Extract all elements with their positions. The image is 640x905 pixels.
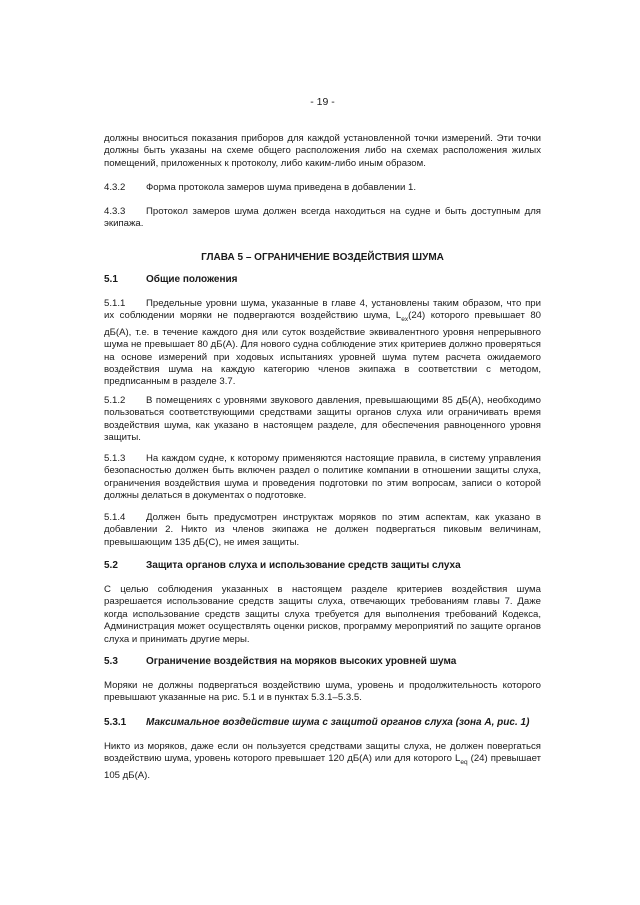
section-number: 5.3.1 (104, 717, 127, 728)
paragraph-text: Протокол замеров шума должен всегда находиться на судне и быть доступным для экипажа. (104, 206, 541, 230)
paragraph-5-1-4 (104, 512, 541, 549)
paragraph-text: В помещениях с уровнями звукового давления, превышающими 85 дБ(A), необходимо пользоваться соответствующими средствами защиты органов слуха или ограничивать время воздействия шума, как указано в настоящем разделе, для обеспечения равноценного уровня защиты. (104, 395, 541, 444)
section-title: Общие положения (146, 274, 238, 285)
paragraph-text-part-a: Предельные уровни шума, указанные в главе 4, установлены таким образом, что при их соблюдении моряки не подвергаются воздействию шума, L (104, 298, 541, 322)
paragraph-text: Форма протокола замеров шума приведена в добавлении 1. (146, 182, 416, 193)
paragraph-4-3-3 (104, 206, 541, 231)
page-number: - 19 - (310, 96, 335, 108)
section-title: Ограничение воздействия на моряков высоких уровней шума (146, 656, 457, 667)
paragraph-number: 4.3.2 (104, 182, 126, 193)
paragraph-intro: должны вноситься показания приборов для каждой установленной точки измерений. Эти точки должны быть указаны на схеме общего расположения либо на схемах расположения жилых помещений, приложенных к протоколу, либо каким-либо иным образом. (104, 133, 541, 169)
paragraph-5-3: Моряки не должны подвергаться воздействию шума, уровень и продолжительность которого превышают указанные на рис. 5.1 и в пунктах 5.3.1–5.3.5. (104, 680, 541, 704)
section-title: Защита органов слуха и использование средств защиты слуха (146, 560, 461, 571)
paragraph-number: 5.1.4 (104, 512, 126, 523)
section-number: 5.1 (104, 274, 118, 285)
paragraph-5-1-2 (104, 395, 541, 445)
section-heading-5-3 (104, 656, 541, 667)
section-number: 5.2 (104, 560, 118, 571)
paragraph-text-part-a: Никто из моряков, даже если он пользуется средствами защиты слуха, не должен повергаться воздействию шума, уровень которого превышает 120 дБ(A) или для которого L (104, 741, 541, 765)
section-heading-5-3-1 (104, 717, 541, 728)
subscript: ex (401, 316, 409, 324)
paragraph-number: 5.1.2 (104, 395, 126, 406)
section-heading-5-2 (104, 560, 541, 571)
paragraph-number: 4.3.3 (104, 206, 126, 217)
paragraph-5-1-1 (104, 298, 541, 389)
section-title: Максимальное воздействие шума с защитой органов слуха (зона A, рис. 1) (146, 717, 530, 728)
paragraph-5-1-3 (104, 453, 541, 503)
section-number: 5.3 (104, 656, 118, 667)
paragraph-text: На каждом судне, к которому применяются настоящие правила, в систему управления безопасностью должен быть включен раздел о политике компании в отношении защиты слуха, ограничения воздействия шума и проведения подготовки по этим вопросам, записи о которой должны делаться в документах о подготовке. (104, 453, 541, 502)
chapter-title: ГЛАВА 5 – ОГРАНИЧЕНИЕ ВОЗДЕЙСТВИЯ ШУМА (201, 252, 444, 263)
paragraph-text-part-b: (24) которого превышает 80 дБ(A), т.е. в течение каждого дня или суток воздействие эквивалентного уровня непрерывного шума не превышает 80 дБ(A). Для нового судна соблюдение этих критериев должно проверяться на основе измерений при ходовых испытаниях уровней шума путем расчета ожидаемого воздействия шума на каждую категорию членов экипажа в соответствии с методом, предписанным в разделе 3.7. (104, 310, 541, 388)
section-heading-5-1 (104, 274, 541, 285)
paragraph-text-part-b: (24) превышает 105 дБ(A). (104, 753, 541, 781)
subscript: eq (460, 759, 468, 767)
paragraph-5-3-1 (104, 741, 541, 782)
paragraph-4-3-2 (104, 182, 541, 194)
paragraph-5-2: С целью соблюдения указанных в настоящем разделе критериев воздействия шума разрешается использование средств защиты слуха, отвечающих требованиям главы 7. Даже когда использование средств защиты слуха требуется для выполнения требований Кодекса, Администрация может осуществлять оценки рисков, программу мероприятий по защите органов слуха и принимать другие меры. (104, 584, 541, 645)
paragraph-number: 5.1.1 (104, 298, 126, 309)
paragraph-text: Должен быть предусмотрен инструктаж моряков по этим аспектам, как указано в добавлении 2. Никто из членов экипажа не должен подвергаться пиковым величинам, превышающим 135 дБ(C), не имея защиты. (104, 512, 541, 548)
paragraph-number: 5.1.3 (104, 453, 126, 464)
